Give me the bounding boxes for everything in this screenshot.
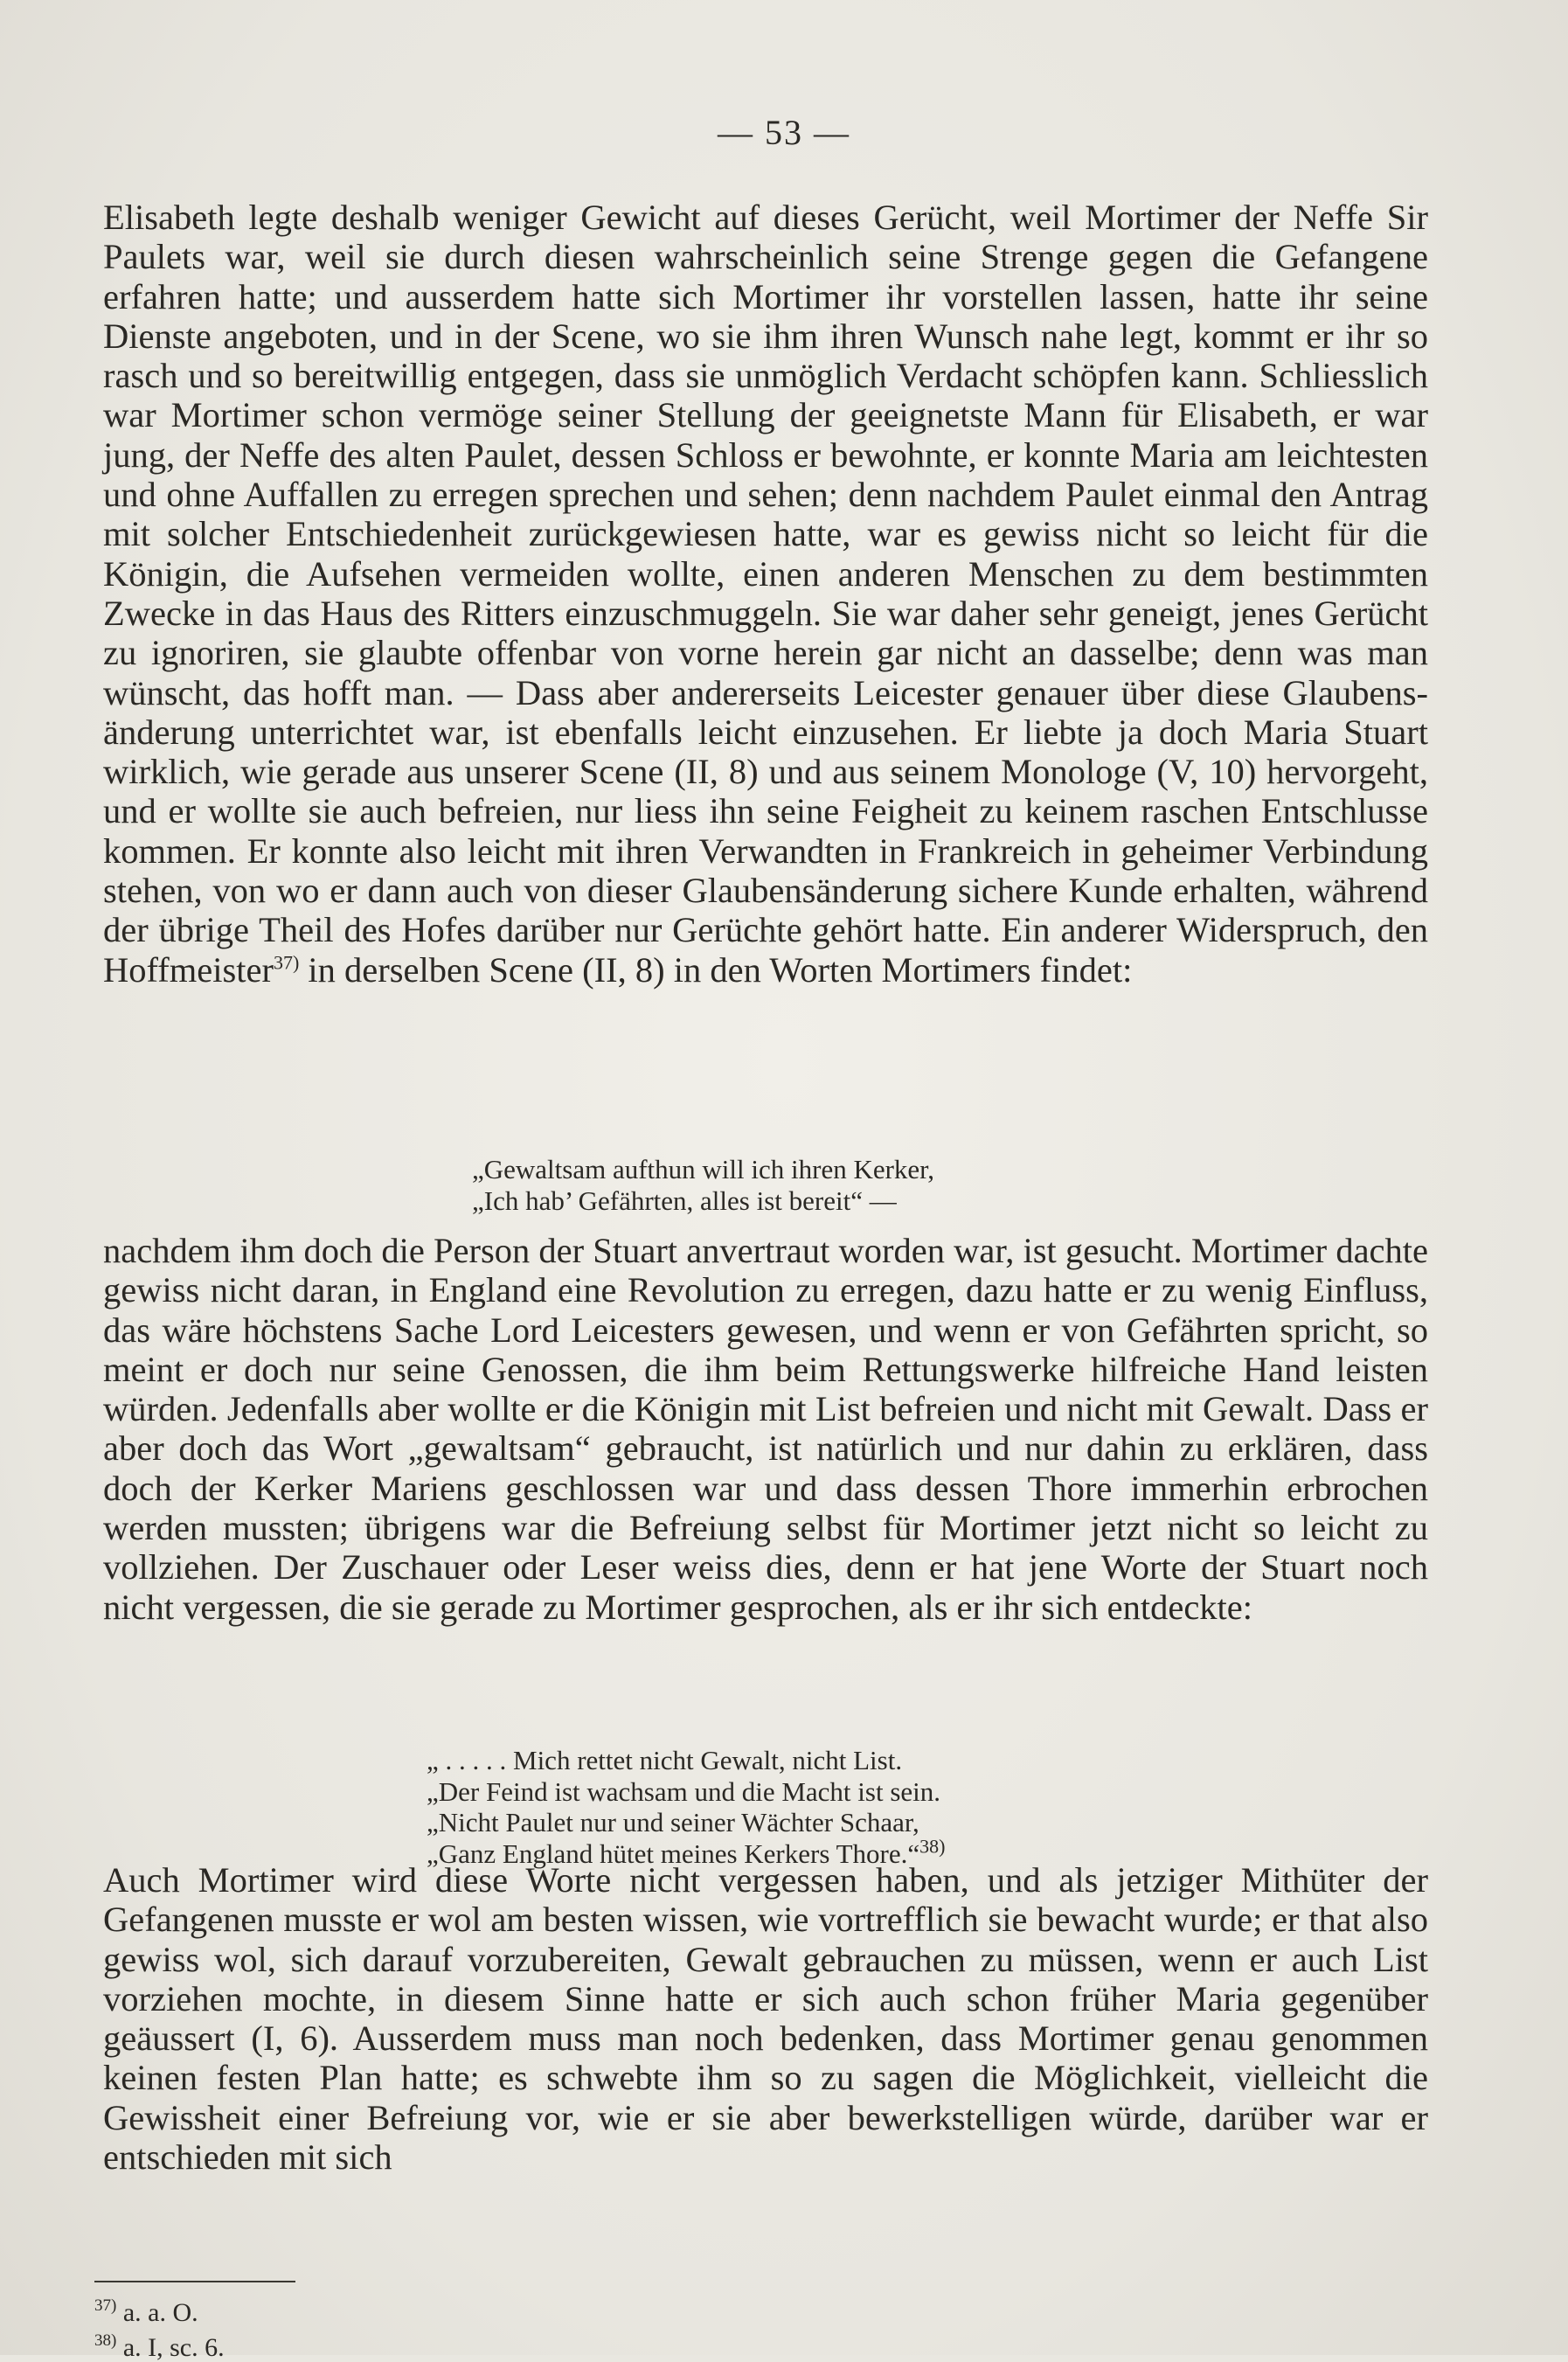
quote-block-2 bbox=[427, 1745, 945, 1869]
paragraph-1-text: Elisabeth legte deshalb weniger Gewicht auf dieses Gerücht, weil Mortimer der Neffe Sir Paulets war, weil sie durch diesen wahrscheinlich seine Strenge gegen die Gefangene erfahren hatte; und ausserdem hatte sich Mortimer ihr vorstellen lassen, hatte ihr seine Dienste angeboten, und in der Scene, wo sie ihm ihren Wunsch nahe legt, kommt er ihr so rasch und so bereitwillig entgegen, dass sie unmöglich Verdacht schöpfen kann. Schliesslich war Mortimer schon vermöge seiner Stellung der geeignetste Mann für Elisabeth, er war jung, der Neffe des alten Paulet, dessen Schloss er bewohnte, er konnte Maria am leichtesten und ohne Auffallen zu erregen sprechen und sehen; denn nachdem Paulet einmal den Antrag mit solcher Entschiedenheit zurückgewiesen hatte, war es gewiss nicht so leicht für die Königin, die Aufsehen vermeiden wollte, einen anderen Menschen zu dem bestimmten Zwecke in das Haus des Ritters einzuschmuggeln. Sie war daher sehr geneigt, jenes Gerücht zu ignoriren, sie glaubte offenbar von vorne herein gar nicht an dasselbe; denn was man wünscht, das hofft man. — Dass aber andererseits Leicester genauer über diese Glaubensänderung unterrichtet war, ist ebenfalls leicht einzusehen. Er liebte ja doch Maria Stuart wirklich, wie gerade aus unserer Scene (II, 8) und aus seinem Monologe (V, 10) hervorgeht, und er wollte sie auch befreien, nur liess ihn seine Feigheit zu keinem raschen Entschlusse kommen. Er konnte also leicht mit ihren Verwandten in Frankreich in geheimer Verbindung stehen, von wo er dann auch von dieser Glaubensänderung sichere Kunde erhalten, während der übrige Theil des Hofes darüber nur Gerüchte gehört hatte. Ein anderer Widerspruch, den Hoffmeister bbox=[103, 198, 1428, 990]
paragraph-3-text: Auch Mortimer wird diese Worte nicht vergessen haben, und als jetziger Mithüter der Gefangenen musste er wol am besten wissen, wie vortrefflich sie bewacht wurde; er that also gewiss wol, sich darauf vorzubereiten, Gewalt gebrauchen zu müssen, wenn er auch List vorziehen mochte, in diesem Sinne hatte er sich auch schon früher Maria gegenüber geäussert (I, 6). Ausserdem muss man noch bedenken, dass Mortimer genau genommen keinen festen Plan hatte; es schwebte ihm so zu sagen die Möglichkeit, vielleicht die Gewissheit einer Befreiung vor, wie er sie aber bewerkstelligen würde, darüber war er entschieden mit sich bbox=[103, 1860, 1428, 2178]
quote-line: „Der Feind ist wachsam und die Macht ist sein. bbox=[427, 1775, 941, 1807]
footnote-text: a. I, sc. 6. bbox=[116, 2333, 225, 2362]
footnote-ref-38[interactable]: 38) bbox=[919, 1835, 946, 1858]
footnotes bbox=[94, 2292, 225, 2362]
quote-line: „Ganz England hütet meines Kerkers Thore.“ bbox=[427, 1837, 920, 1869]
quote-line: „ . . . . . Mich rettet nicht Gewalt, nicht List. bbox=[427, 1745, 903, 1775]
page-number: — 53 — bbox=[718, 113, 850, 152]
footnote-mark: 38) bbox=[94, 2331, 117, 2350]
quote-line: „Ich hab’ Gefährten, alles ist bereit“ — bbox=[472, 1184, 897, 1216]
quote-line: „Gewaltsam aufthun will ich ihren Kerker, bbox=[472, 1154, 935, 1184]
paragraph-1 bbox=[103, 198, 1428, 990]
footnote-mark: 37) bbox=[94, 2296, 117, 2315]
paragraph-3 bbox=[103, 1860, 1428, 2177]
footnote-38 bbox=[94, 2327, 225, 2362]
paragraph-1-tail: in derselben Scene (II, 8) in den Worten Mortimers findet: bbox=[299, 949, 1133, 990]
paragraph-2 bbox=[103, 1231, 1428, 1627]
quote-line: „Nicht Paulet nur und seiner Wächter Schaar, bbox=[427, 1807, 919, 1837]
footnote-ref-37[interactable]: 37) bbox=[273, 951, 300, 974]
quote-block-1 bbox=[472, 1154, 934, 1216]
footnote-divider bbox=[94, 2281, 295, 2282]
paragraph-2-text: nachdem ihm doch die Person der Stuart anvertraut worden war, ist gesucht. Mortimer dachte gewiss nicht daran, in England eine Revolution zu erregen, dazu hatte er zu wenig Einfluss, das wäre höchstens Sache Lord Leicesters gewesen, und wenn er von Gefährten spricht, so meint er doch nur seine Genossen, die ihm beim Rettungswerke hilfreiche Hand leisten würden. Jedenfalls aber wollte er die Königin mit List befreien und nicht mit Gewalt. Dass er aber doch das Wort „gewaltsam“ gebraucht, ist natürlich und nur dahin zu erklären, dass doch der Kerker Mariens geschlossen war und dass dessen Thore immerhin erbrochen werden mussten; übrigens war die Befreiung selbst für Mortimer jetzt nicht so leicht zu vollziehen. Der Zuschauer oder Leser weiss dies, denn er hat jene Worte der Stuart noch nicht vergessen, die sie gerade zu Mortimer gesprochen, als er ihr sich entdeckte: bbox=[103, 1231, 1428, 1627]
footnote-37 bbox=[94, 2292, 225, 2327]
footnote-text: a. a. O. bbox=[116, 2298, 198, 2327]
